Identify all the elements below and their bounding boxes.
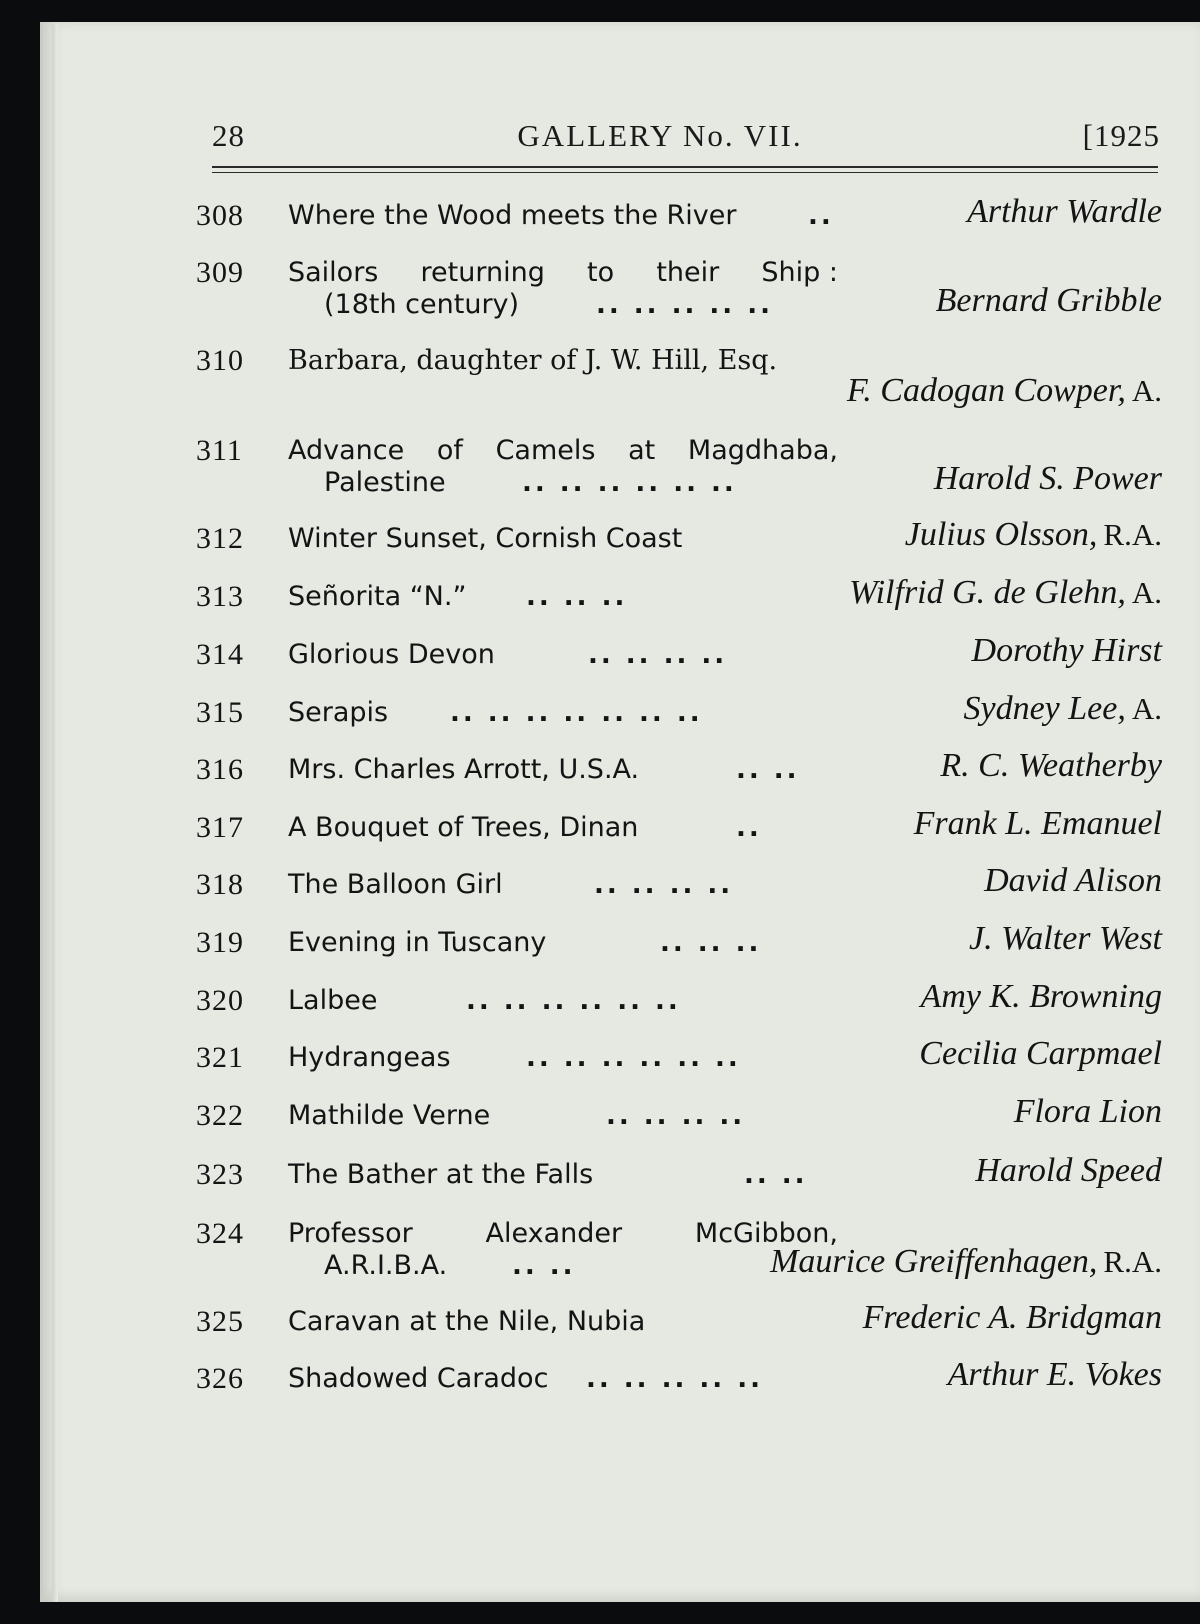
leader-dots: .. .. .. [660,928,762,958]
entry-artist [940,747,1162,784]
entry-artist [947,1356,1162,1393]
entry-number: 326 [196,1362,244,1395]
entry-title: Shadowed Caradoc [288,1363,549,1394]
entry-artist [904,516,1162,553]
artist-name: Harold S. Power [933,460,1162,497]
leader-dots: .. .. [512,1251,576,1281]
entry-artist [971,632,1162,669]
leader-dots: .. [808,201,834,231]
entry-artist [913,805,1162,842]
entry-number: 320 [196,984,244,1017]
entry-title: The Balloon Girl [288,869,503,900]
artist-name: David Alison [984,862,1162,899]
entry-artist [846,372,1162,409]
title-word: of [436,435,463,466]
entry-title: Mrs. Charles Arrott, U.S.A. [288,754,640,785]
leader-dots: .. .. [736,755,800,785]
artist-name: Frederic A. Bridgman [862,1299,1162,1336]
title-word: Professor [288,1218,413,1249]
entry-number: 312 [196,522,244,555]
artist-name: Arthur E. Vokes [947,1356,1162,1393]
entry-number: 322 [196,1099,244,1132]
entry-number: 311 [196,434,243,467]
artist-name: Amy K. Browning [920,978,1162,1015]
entry-title-continued: (18th century) [324,289,520,320]
entry-title [288,257,838,289]
entry-number: 318 [196,868,244,901]
leader-dots: .. .. .. .. .. .. [526,1043,741,1073]
entry-number: 310 [196,344,244,377]
leader-dots: .. .. .. .. [594,870,734,900]
title-word: Ship : [761,257,838,288]
artist-honors: R.A. [1103,517,1162,552]
entry-title: Hydrangeas [288,1042,451,1073]
entry-title: Lalbee [288,985,378,1016]
entry-number: 308 [196,199,244,232]
artist-name: Sydney Lee, [963,690,1126,727]
entry-number: 324 [196,1217,244,1250]
page-header [212,118,1160,158]
artist-name: Bernard Gribble [935,282,1162,319]
artist-name: Maurice Greiffenhagen, [770,1243,1098,1280]
entry-number: 309 [196,256,244,289]
entry-artist [967,193,1162,230]
title-word: Magdhaba, [687,435,838,466]
catalogue-year: [1925 [1082,118,1160,153]
artist-honors: A. [1131,691,1162,726]
entry-title: Barbara, daughter of J. W. Hill, Esq. [288,345,778,376]
title-word: Camels [495,435,596,466]
artist-honors: A. [1131,575,1162,610]
artist-name: Arthur Wardle [967,193,1162,230]
entry-number: 319 [196,926,244,959]
entry-title: The Bather at the Falls [288,1159,594,1190]
entry-artist [963,690,1162,727]
entry-artist [969,920,1162,957]
entry-title [288,1218,838,1250]
title-word: to [587,257,615,288]
leader-dots: .. .. .. [526,582,628,612]
entry-title: Where the Wood meets the River [288,200,737,231]
entry-artist [862,1299,1162,1336]
entry-number: 323 [196,1158,244,1191]
artist-name: J. Walter West [969,920,1162,957]
entry-title: Caravan at the Nile, Nubia [288,1306,646,1337]
entry-title: Winter Sunset, Cornish Coast [288,523,683,554]
title-word: Sailors [288,257,379,288]
artist-name: Wilfrid G. de Glehn, [849,574,1126,611]
entry-title: Mathilde Verne [288,1100,491,1131]
entry-number: 317 [196,811,244,844]
entry-artist [1013,1093,1162,1130]
title-word: Advance [288,435,405,466]
entry-title: Señorita “N.” [288,581,467,612]
leader-dots: .. .. .. .. [588,640,728,670]
leader-dots: .. .. .. .. .. .. [522,468,737,498]
leader-dots: .. .. .. .. [606,1101,746,1131]
page-edge [52,24,58,1602]
entry-artist [920,978,1162,1015]
entry-artist [933,460,1162,497]
leader-dots: .. [736,813,762,843]
page-number: 28 [212,118,245,153]
entry-title: Glorious Devon [288,639,495,670]
entry-number: 325 [196,1305,244,1338]
entry-number: 314 [196,638,244,671]
artist-honors: A. [1131,373,1162,408]
title-word: at [628,435,656,466]
leader-dots: .. .. .. .. .. .. .. [450,698,703,728]
gallery-title: GALLERY No. VII. [517,118,803,153]
entry-title: Evening in Tuscany [288,927,547,958]
entry-artist [919,1035,1162,1072]
entry-title: Serapis [288,697,389,728]
artist-name: Harold Speed [975,1152,1162,1189]
artist-name: F. Cadogan Cowper, [846,372,1126,409]
entry-title-continued: A.R.I.B.A. [324,1250,448,1281]
leader-dots: .. .. .. .. .. [586,1364,763,1394]
entry-artist [770,1243,1162,1280]
entry-title: A Bouquet of Trees, Dinan [288,812,639,843]
title-word: Alexander [485,1218,623,1249]
artist-honors: R.A. [1103,1244,1162,1279]
entry-artist [975,1152,1162,1189]
leader-dots: .. .. [744,1160,808,1190]
entry-title-continued: Palestine [324,467,446,498]
entry-number: 315 [196,696,244,729]
entry-number: 316 [196,753,244,786]
artist-name: Dorothy Hirst [971,632,1162,669]
leader-dots: .. .. .. .. .. .. [466,986,681,1016]
entry-number: 321 [196,1041,244,1074]
artist-name: Cecilia Carpmael [919,1035,1162,1072]
entry-artist [984,862,1162,899]
header-rule-thick [212,166,1158,168]
artist-name: Julius Olsson, [904,516,1098,553]
artist-name: R. C. Weatherby [940,747,1162,784]
title-word: their [656,257,720,288]
entry-artist [935,282,1162,319]
leader-dots: .. .. .. .. .. [596,290,773,320]
artist-name: Flora Lion [1013,1093,1162,1130]
entry-title [288,435,838,467]
entry-number: 313 [196,580,244,613]
header-rule-thin [212,172,1158,173]
artist-name: Frank L. Emanuel [913,805,1162,842]
title-word: returning [420,257,545,288]
title-word: McGibbon, [694,1218,838,1249]
entry-artist [849,574,1162,611]
